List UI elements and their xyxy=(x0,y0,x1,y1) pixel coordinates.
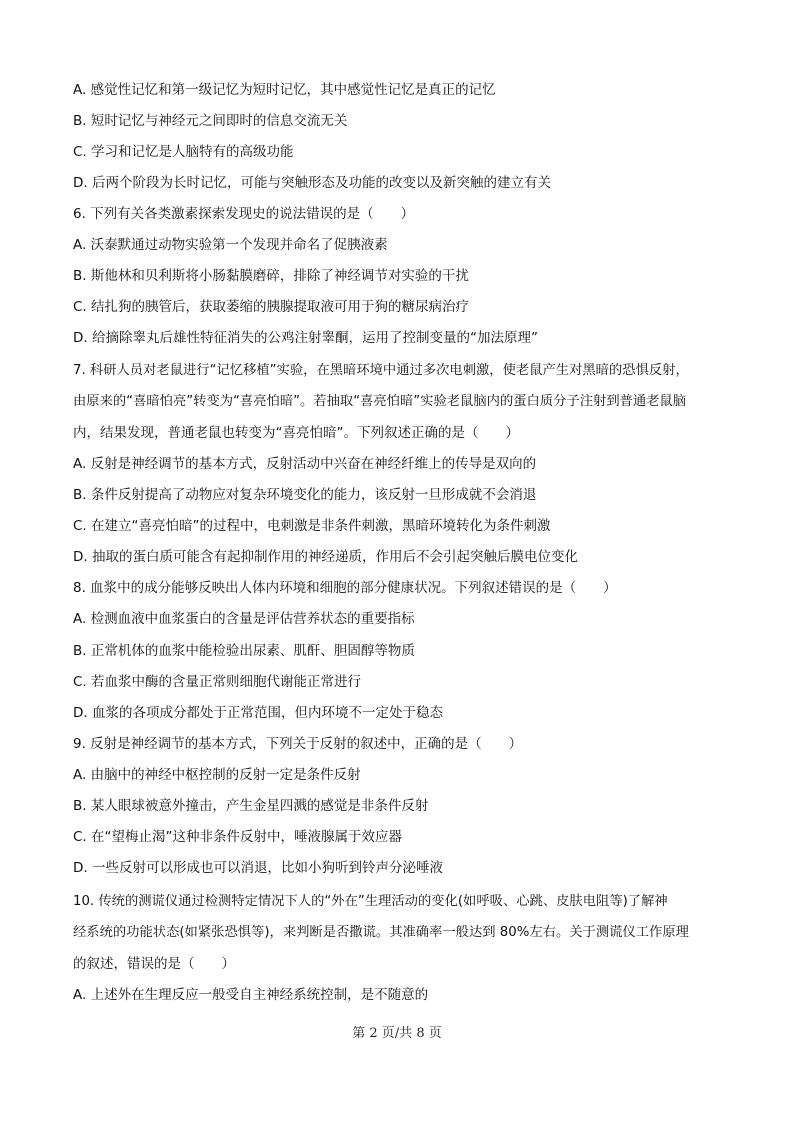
q9-option-a: A. 由脑中的神经中枢控制的反射一定是条件反射 xyxy=(73,767,361,783)
q5-option-c: C. 学习和记忆是人脑特有的高级功能 xyxy=(73,144,294,160)
q7-option-a: A. 反射是神经调节的基本方式，反射活动中兴奋在神经纤维上的传导是双向的 xyxy=(73,456,537,472)
q8-option-d: D. 血浆的各项成分都处于正常范围，但内环境不一定处于稳态 xyxy=(73,705,443,721)
q7-option-c: C. 在建立“喜亮怕暗”的过程中，电刺激是非条件刺激，黑暗环境转化为条件刺激 xyxy=(73,518,551,534)
q7-stem-line-2: 由原来的“喜暗怕亮”转变为“喜亮怕暗”。若抽取“喜亮怕暗”实验老鼠脑内的蛋白质分子注射到普通老鼠脑 xyxy=(73,394,687,409)
q6-stem: 6. 下列有关各类激素探索发现史的说法错误的是（ ） xyxy=(73,206,415,222)
q7-stem-line-1: 7. 科研人员对老鼠进行“记忆移植”实验，在黑暗环境中通过多次电刺激，使老鼠产生对黑暗的恐惧反射， xyxy=(73,363,689,378)
q9-option-c: C. 在“望梅止渴”这种非条件反射中，唾液腺属于效应器 xyxy=(73,829,402,845)
q5-option-d: D. 后两个阶段为长时记忆，可能与突触形态及功能的改变以及新突触的建立有关 xyxy=(73,175,551,191)
q6-option-a: A. 沃泰默通过动物实验第一个发现并命名了促胰液素 xyxy=(73,237,388,253)
q8-option-b: B. 正常机体的血浆中能检验出尿素、肌酐、胆固醇等物质 xyxy=(73,643,415,659)
q8-option-c: C. 若血浆中酶的含量正常则细胞代谢能正常进行 xyxy=(73,674,362,690)
q8-stem: 8. 血浆中的成分能够反映出人体内环境和细胞的部分健康状况。下列叙述错误的是（ ） xyxy=(73,580,617,596)
q8-option-a: A. 检测血液中血浆蛋白的含量是评估营养状态的重要指标 xyxy=(73,611,415,627)
q10-stem-line-3: 的叙述，错误的是（ ） xyxy=(73,956,235,972)
q5-option-a: A. 感觉性记忆和第一级记忆为短时记忆，其中感觉性记忆是真正的记忆 xyxy=(73,82,496,98)
q9-option-d: D. 一些反射可以形成也可以消退，比如小狗听到铃声分泌唾液 xyxy=(73,860,443,876)
q7-stem-line-3: 内，结果发现，普通老鼠也转变为“喜亮怕暗”。下列叙述正确的是（ ） xyxy=(73,425,519,441)
q6-option-c: C. 结扎狗的胰管后，获取萎缩的胰腺提取液可用于狗的糖尿病治疗 xyxy=(73,299,470,315)
q6-option-d: D. 给摘除睾丸后雄性特征消失的公鸡注射睾酮，运用了控制变量的“加法原理” xyxy=(73,330,538,346)
q9-stem: 9. 反射是神经调节的基本方式，下列关于反射的叙述中，正确的是（ ） xyxy=(73,736,523,752)
q7-option-b: B. 条件反射提高了动物应对复杂环境变化的能力，该反射一旦形成就不会消退 xyxy=(73,487,537,503)
q5-option-b: B. 短时记忆与神经元之间即时的信息交流无关 xyxy=(73,113,348,129)
q6-option-b: B. 斯他林和贝利斯将小肠黏膜磨碎，排除了神经调节对实验的干扰 xyxy=(73,268,469,284)
page-footer: 第 2 页/共 8 页 xyxy=(352,1026,442,1041)
q10-stem-line-2: 经系统的功能状态(如紧张恐惧等)，来判断是否撒谎。其准确率一般达到 80%左右。关于测谎仪工作原理 xyxy=(73,925,689,940)
q10-stem-line-1: 10. 传统的测谎仪通过检测特定情况下人的“外在”生理活动的变化(如呼吸、心跳、皮肤电阻等)了解神 xyxy=(73,894,668,909)
q10-option-a: A. 上述外在生理反应一般受自主神经系统控制，是不随意的 xyxy=(73,987,429,1003)
q9-option-b: B. 某人眼球被意外撞击，产生金星四溅的感觉是非条件反射 xyxy=(73,798,429,814)
q7-option-d: D. 抽取的蛋白质可能含有起抑制作用的神经递质，作用后不会引起突触后膜电位变化 xyxy=(73,549,578,565)
